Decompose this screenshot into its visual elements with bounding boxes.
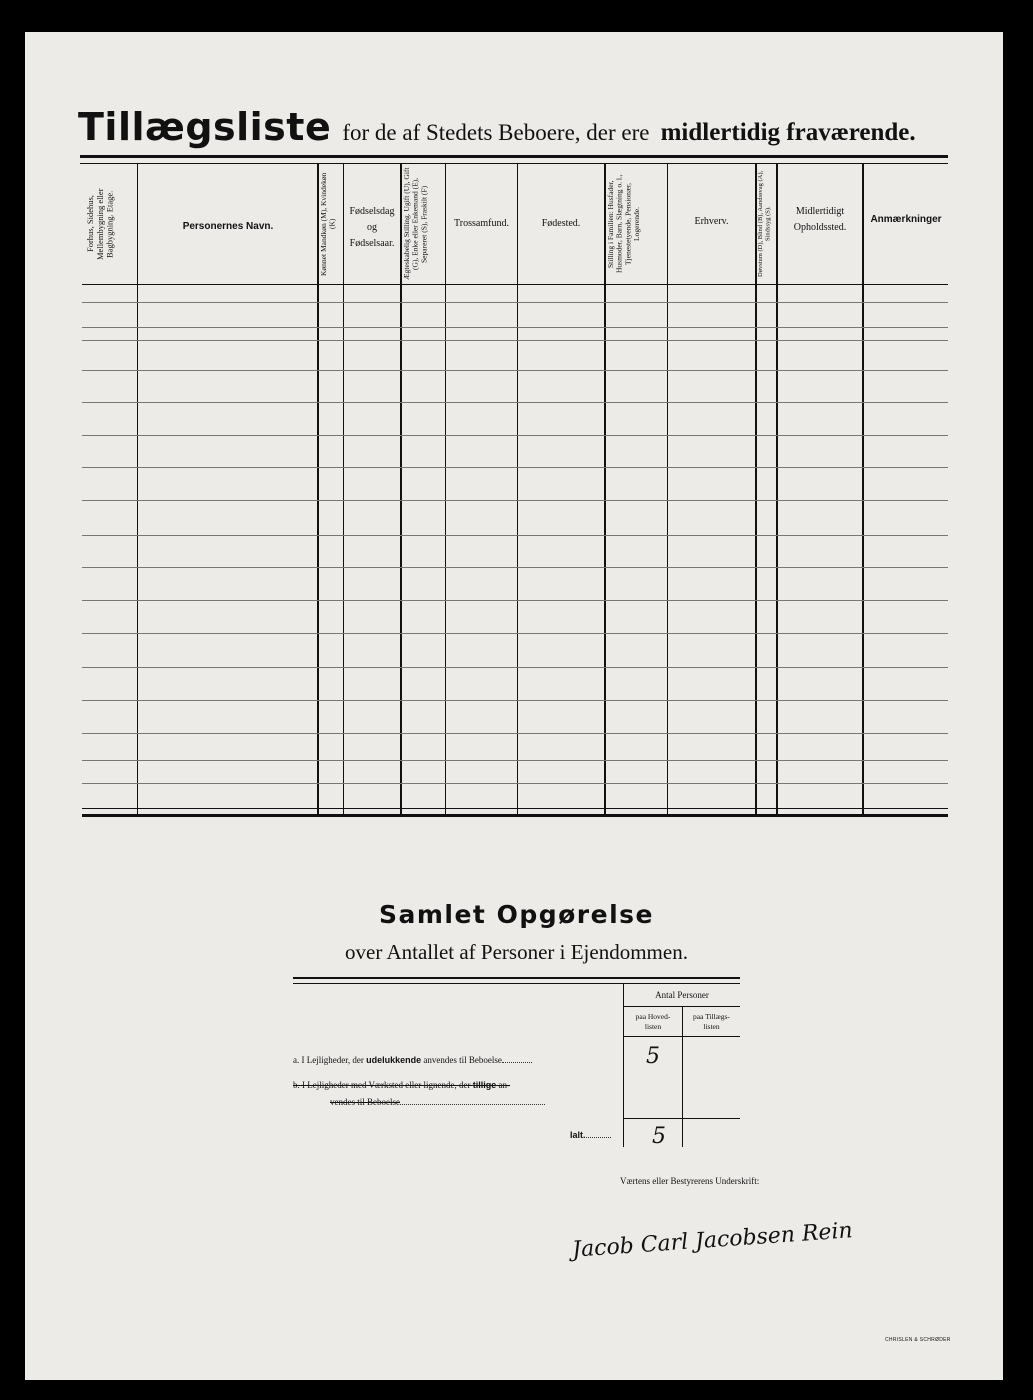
summary-row-b-prefix: b. I Lejligheder med Værksted eller lignende, der xyxy=(293,1080,471,1090)
summary-row-a-suffix: anvendes til Beboelse xyxy=(423,1055,502,1065)
col-sep xyxy=(517,163,518,816)
summary-col-tillaeg-line2: listen xyxy=(703,1021,720,1031)
table-row-line xyxy=(82,467,948,468)
table-row-line xyxy=(82,667,948,668)
summary-col-hoved-line1: paa Hoved- xyxy=(635,1012,671,1021)
header-marital: Ægteskabelig Stilling. Ugift (U), Gift (G), Enke eller Enkemand (E), Separeret (S), Fraskilt (F) xyxy=(402,167,429,281)
header-building: Forhus, Sidehus, Mellembygning eller Bagbygning. Etage. xyxy=(85,188,115,260)
col-sep xyxy=(445,163,446,816)
summary-top-rule xyxy=(293,977,740,979)
table-row-line xyxy=(82,500,948,501)
col-sep xyxy=(776,163,778,816)
title-emphasis: midlertidig fraværende. xyxy=(660,119,916,146)
table-bottom-rule xyxy=(82,814,948,817)
table-row-line xyxy=(82,733,948,734)
header-temp-residence-line1: Midlertidigt xyxy=(795,206,845,217)
signature-label: Værtens eller Bestyrerens Underskrift: xyxy=(620,1176,760,1186)
table-row-line xyxy=(82,567,948,568)
header-sex: Kønnet Mandkøn (M), Kvindekøn (K) xyxy=(319,172,337,276)
summary-col-hoved xyxy=(624,1012,682,1032)
summary-top-rule-thin xyxy=(293,983,740,984)
summary-total-label-text: Ialt. xyxy=(570,1130,586,1140)
summary-subheader-rule xyxy=(623,1006,740,1007)
summary-title: Samlet Opgørelse xyxy=(378,900,654,929)
form-title xyxy=(78,105,916,149)
summary-subtitle: over Antallet af Personer i Ejendommen. xyxy=(345,940,688,964)
header-birth-line2: og xyxy=(367,222,377,233)
summary-row-b-bold: tillige xyxy=(472,1080,497,1090)
table-row-line xyxy=(82,370,948,371)
summary-col-tillaeg xyxy=(683,1012,740,1032)
table-row-line xyxy=(82,327,948,328)
title-middle: for de af Stedets Beboere, der ere xyxy=(342,120,650,145)
printer-mark: CHRISLEN & SCHRØDER xyxy=(885,1337,951,1343)
summary-row-b xyxy=(293,1080,623,1090)
header-birth-line1: Fødselsdag xyxy=(349,206,395,217)
col-sep xyxy=(667,163,668,816)
summary-col-tillaeg-line1: paa Tillægs- xyxy=(693,1012,730,1021)
header-family-position: Stilling i Familien: Husfader, Husmoder, Barn, Slægtning o. l., Tjenestetyende, Pensionær, Logerende. xyxy=(606,174,641,274)
table-row-line xyxy=(82,760,948,761)
col-sep xyxy=(137,163,138,816)
header-birth-line3: Fødselsaar. xyxy=(349,238,395,249)
table-row-line xyxy=(82,783,948,784)
header-bottom-rule xyxy=(82,284,948,285)
table-row-line xyxy=(82,700,948,701)
summary-antal-header: Antal Personer xyxy=(655,990,709,1000)
summary-row-b-suffix: an- xyxy=(498,1080,511,1090)
summary-total-label xyxy=(570,1130,611,1140)
table-bottom-rule-thin xyxy=(82,808,948,809)
table-row-line xyxy=(82,435,948,436)
table-row-line xyxy=(82,600,948,601)
signature-name: Jacob Carl Jacobsen Rein xyxy=(571,1218,854,1263)
header-name: Personernes Navn. xyxy=(182,221,274,232)
table-top-rule-thin xyxy=(80,163,948,164)
col-sep xyxy=(862,163,864,816)
table-row-line xyxy=(82,402,948,403)
summary-col-sep xyxy=(623,983,624,1147)
header-birthplace: Fødested. xyxy=(541,218,581,229)
summary-row-b-line2-wrap xyxy=(330,1097,545,1107)
header-disability: Døvstum (D), Blind (B), Aandssvag (A), Sindssyg (S). xyxy=(757,170,772,278)
summary-total-rule xyxy=(623,1118,740,1119)
summary-row-a-prefix: a. I Lejligheder, der xyxy=(293,1055,364,1065)
summary-row-a-bold: udelukkende xyxy=(366,1055,422,1065)
census-form-page xyxy=(25,32,1003,1380)
header-remarks: Anmærkninger xyxy=(870,214,942,225)
table-top-rule xyxy=(80,155,948,158)
summary-header-bottom-rule xyxy=(623,1036,740,1037)
header-occupation: Erhverv. xyxy=(694,216,729,227)
table-row-line xyxy=(82,633,948,634)
title-main: Tillægsliste xyxy=(78,105,332,149)
summary-row-a xyxy=(293,1055,618,1065)
table-row-line xyxy=(82,535,948,536)
table-row-line xyxy=(82,302,948,303)
summary-total-value: 5 xyxy=(652,1124,666,1149)
header-temp-residence-line2: Opholdssted. xyxy=(793,222,847,233)
summary-col-hoved-line2: listen xyxy=(644,1021,662,1031)
summary-row-b-line2: vendes til Beboelse xyxy=(330,1097,400,1107)
col-sep xyxy=(343,163,344,816)
header-birth xyxy=(345,206,399,250)
summary-row-a-value: 5 xyxy=(646,1044,660,1069)
header-religion: Trossamfund. xyxy=(454,218,509,229)
table-row-line xyxy=(82,340,948,341)
header-temp-residence xyxy=(778,206,862,234)
